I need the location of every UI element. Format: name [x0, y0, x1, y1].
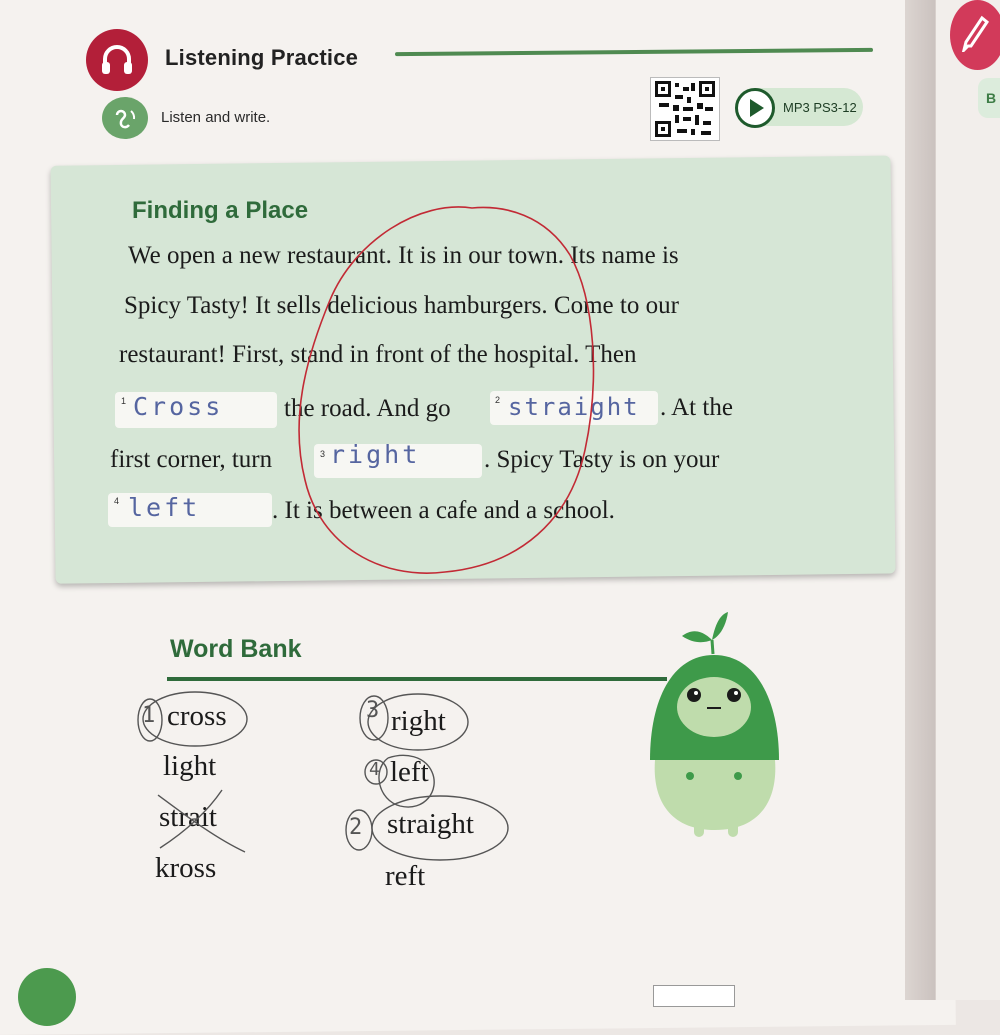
word-bank-item: reft — [385, 860, 426, 892]
word-bank-item: straight — [387, 808, 474, 840]
story-line: restaurant! First, stand in front of the hospital. Then — [119, 341, 637, 368]
word-bank-item: kross — [155, 852, 217, 884]
story-line: We open a new restaurant. It is in our town. Its name is — [128, 242, 679, 269]
handwritten-answer: straight — [508, 393, 640, 421]
story-line: first corner, turn — [110, 446, 273, 473]
story-line: . Spicy Tasty is on your — [484, 446, 720, 473]
pencil-circle-straight — [372, 796, 508, 860]
side-tab: B — [978, 78, 1000, 118]
pencil-circle-3 — [360, 696, 388, 740]
pencil-circle-right — [368, 694, 468, 750]
section-title: Listening Practice — [165, 45, 359, 70]
word-bank-item: light — [163, 750, 217, 782]
annotation-number: 4 — [369, 759, 380, 780]
audio-track-label: MP3 PS3-12 — [783, 100, 857, 115]
pencil-circle-4 — [365, 760, 387, 784]
story-line: Spicy Tasty! It sells delicious hamburgers. Come to our — [124, 292, 679, 319]
instruction-text: Listen and write. — [161, 109, 271, 126]
story-line: . It is between a cafe and a school. — [272, 497, 615, 524]
annotation-number: 2 — [349, 815, 363, 840]
annotation-number: 3 — [366, 698, 380, 723]
qr-code-icon[interactable] — [653, 985, 735, 1007]
word-bank-title: Word Bank — [170, 635, 302, 663]
story-line: . At the — [660, 394, 733, 421]
blank-number: 3 — [320, 449, 326, 459]
annotation-number: 1 — [142, 703, 156, 728]
strike-through — [158, 790, 245, 852]
mascot-illustration — [650, 612, 779, 837]
pencil-circle-left — [379, 755, 434, 807]
next-section-icon — [18, 968, 76, 1026]
handwritten-answer: right — [330, 440, 421, 469]
handwritten-answer: left — [128, 493, 201, 522]
word-bank-item: left — [390, 756, 429, 788]
pencil-circle-2 — [346, 810, 372, 850]
red-ink-loop — [299, 207, 593, 573]
story-title: Finding a Place — [132, 197, 309, 224]
blank-number: 1 — [121, 396, 127, 406]
story-line: the road. And go — [284, 395, 451, 422]
word-bank-item: cross — [167, 700, 227, 732]
handwritten-answer: Cross — [133, 392, 224, 421]
blank-number: 2 — [495, 395, 501, 405]
blank-number: 4 — [114, 496, 120, 506]
word-bank-item: strait — [159, 801, 217, 833]
word-bank-item: right — [391, 705, 446, 737]
pencil-circle-cross — [143, 692, 247, 746]
